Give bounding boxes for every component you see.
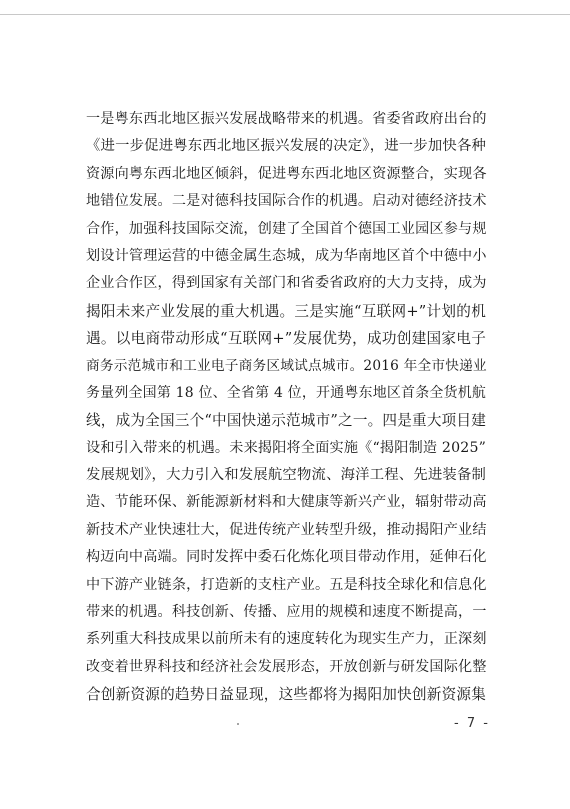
text-line: 企业合作区，得到国家有关部门和省委省政府的大力支持，成为 [86, 275, 487, 292]
document-page [86, 0, 486, 809]
text-line: 一是粤东西北地区振兴发展战略带来的机遇。省委省政府出台的 [86, 111, 487, 127]
text-line: 系列重大科技成果以前所未有的速度转化为现实生产力，正深刻 [86, 631, 487, 648]
text-line: 线，成为全国三个“中国快递示范城市”之一。四是重大项目建 [86, 412, 486, 430]
text-line: 造、节能环保、新能源新材料和大健康等新兴产业，辐射带动高 [86, 494, 487, 511]
text-line: 新技术产业快速壮大，促进传统产业转型升级，推动揭阳产业结 [86, 521, 487, 538]
text-line: 揭阳未来产业发展的重大机遇。三是实施“互联网+”计划的机 [86, 302, 486, 320]
body-paragraph [86, 106, 486, 709]
text-line: 务量列全国第 18 位、全省第 4 位，开通粤东地区首条全货机航 [86, 384, 487, 401]
text-line: 地错位发展。二是对德科技国际合作的机遇。启动对德经济技术 [86, 193, 487, 210]
text-line: 资源向粤东西北地区倾斜，促进粤东西北地区资源整合，实现各 [86, 165, 487, 182]
text-line: 中下游产业链条，打造新的支柱产业。五是科技全球化和信息化 [86, 576, 487, 593]
text-line: 设和引入带来的机遇。未来揭阳将全面实施《“揭阳制造 2025” [86, 439, 487, 456]
text-line: 构迈向中高端。同时发挥中委石化炼化项目带动作用，延伸石化 [86, 549, 487, 566]
text-line: 带来的机遇。科技创新、传播、应用的规模和速度不断提高，一 [86, 604, 487, 621]
scan-speck [237, 723, 239, 725]
text-line: 《进一步促进粤东西北地区振兴发展的决定》，进一步加快各种 [86, 138, 487, 155]
text-line: 遇。以电商带动形成“互联网+”发展优势，成功创建国家电子 [86, 330, 486, 348]
text-line: 合作，加强科技国际交流，创建了全国首个德国工业园区参与规 [86, 220, 487, 237]
text-line: 商务示范城市和工业电子商务区域试点城市。2016 年全市快递业 [86, 357, 487, 374]
text-line: 合创新资源的趋势日益显现，这些都将为揭阳加快创新资源集 [86, 686, 486, 704]
page-number: - 7 - [454, 716, 490, 731]
text-line: 发展规划》，大力引入和发展航空物流、海洋工程、先进装备制 [86, 467, 487, 484]
text-line: 改变着世界科技和经济社会发展形态，开放创新与研发国际化整 [86, 658, 487, 675]
text-line: 划设计管理运营的中德金属生态城，成为华南地区首个中德中小 [86, 247, 487, 264]
